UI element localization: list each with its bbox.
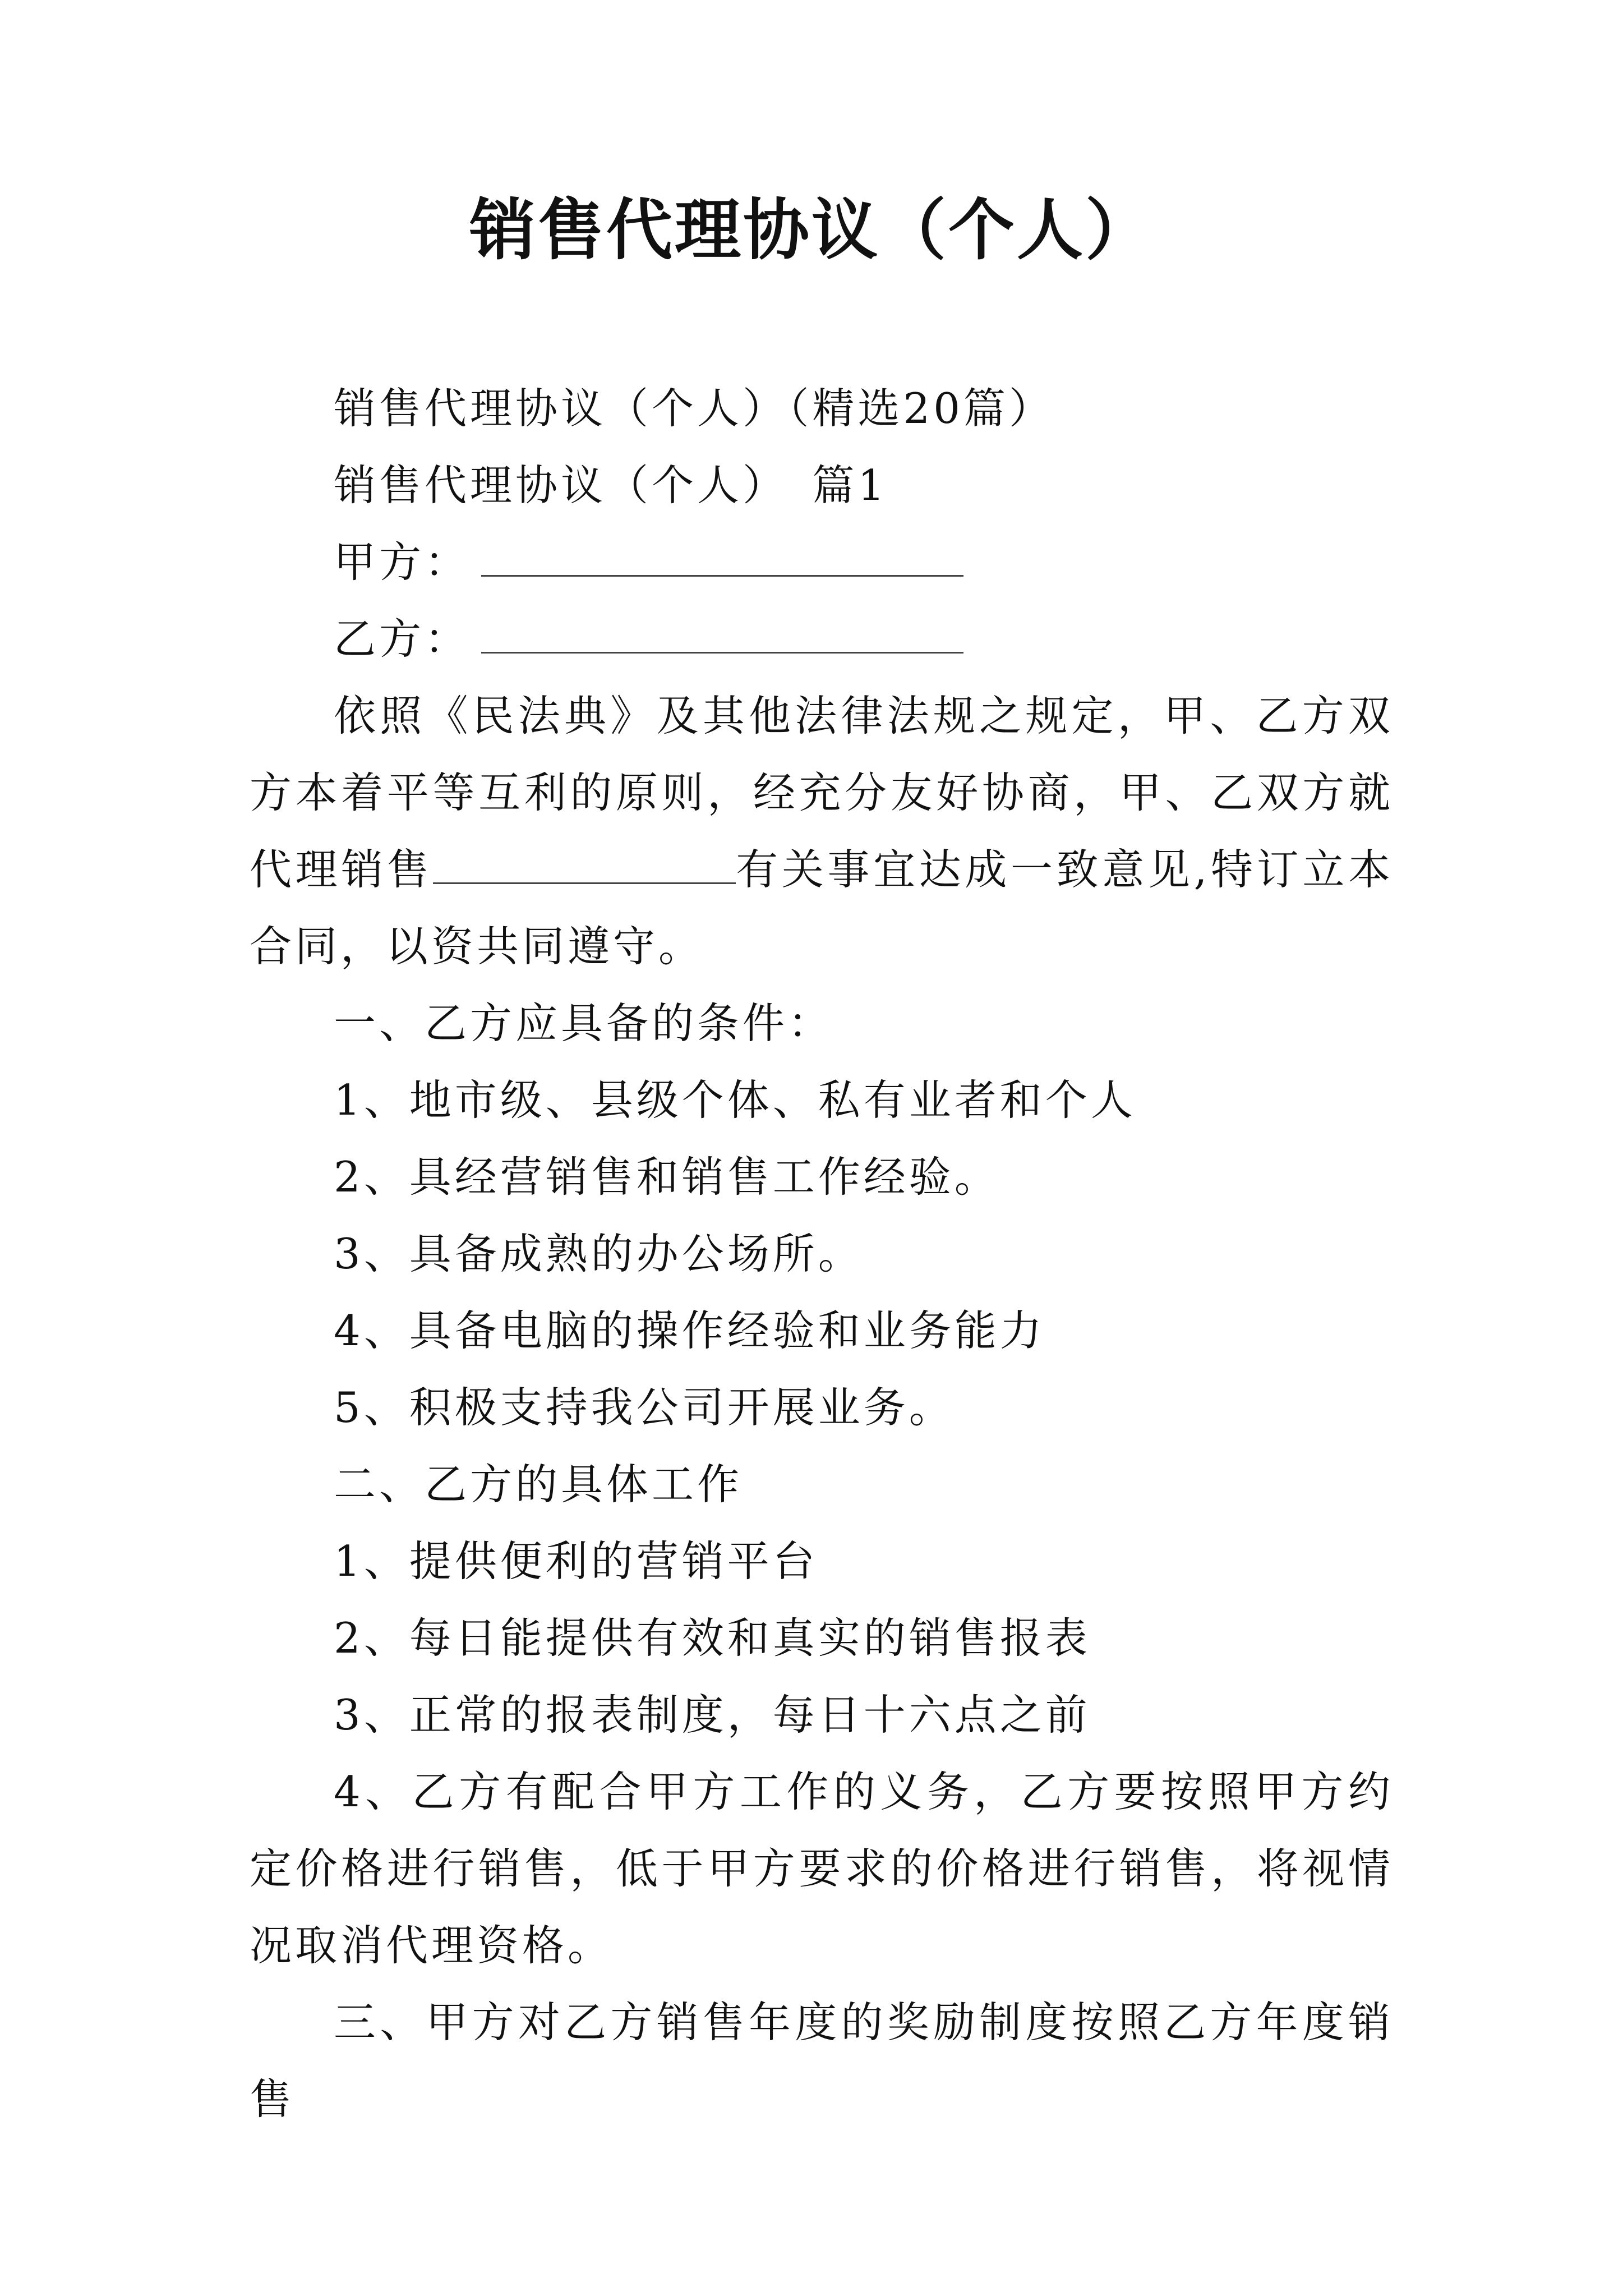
party-b-label: 乙方：: [334, 614, 471, 664]
party-a-blank: [481, 527, 963, 577]
list-item: 4、具备电脑的操作经验和业务能力: [334, 1306, 1045, 1355]
list-item: 2、具经营销售和销售工作经验。: [334, 1152, 1000, 1202]
party-b-blank: [481, 604, 963, 654]
document-body: [250, 370, 1394, 2138]
section2-heading: 二、乙方的具体工作: [334, 1460, 743, 1509]
list-item: 3、具备成熟的办公场所。: [334, 1229, 864, 1278]
party-a-label: 甲方：: [334, 537, 471, 587]
section-heading: 销售代理协议（个人） 篇1: [334, 461, 888, 510]
product-blank: [433, 834, 736, 884]
intro-text-part2: 有关事宜达成一致意见,特订立本合同，以资共同遵守。: [250, 845, 1394, 971]
party-b-line: [250, 601, 1394, 678]
document-subtitle: 销售代理协议（个人）（精选20篇）: [334, 384, 1054, 433]
list-item: 5、积极支持我公司开展业务。: [334, 1383, 955, 1432]
list-item: 1、地市级、县级个体、私有业者和个人: [334, 1075, 1136, 1125]
section3-start: 三、甲方对乙方销售年度的奖励制度按照乙方年度销售: [250, 1998, 1394, 2124]
document-title: 销售代理协议（个人）: [469, 191, 1154, 269]
intro-text-part1: 依照《民法典》及其他法律法规之规定，甲、乙方双方本着平等互利的原则，经充分友好协商，甲、乙双方就代理销售: [250, 691, 1394, 894]
party-a-line: [250, 524, 1394, 601]
section1-heading: 一、乙方应具备的条件：: [334, 999, 834, 1048]
list-item: 2、每日能提供有效和真实的销售报表: [334, 1613, 1091, 1663]
list-item: 3、正常的报表制度，每日十六点之前: [334, 1690, 1091, 1740]
intro-paragraph: [250, 678, 1394, 985]
list-item: 4、乙方有配合甲方工作的义务，乙方要按照甲方约定价格进行销售，低于甲方要求的价格进行销售，将视情况取消代理资格。: [250, 1767, 1394, 1970]
list-item: 1、提供便利的营销平台: [334, 1536, 818, 1586]
